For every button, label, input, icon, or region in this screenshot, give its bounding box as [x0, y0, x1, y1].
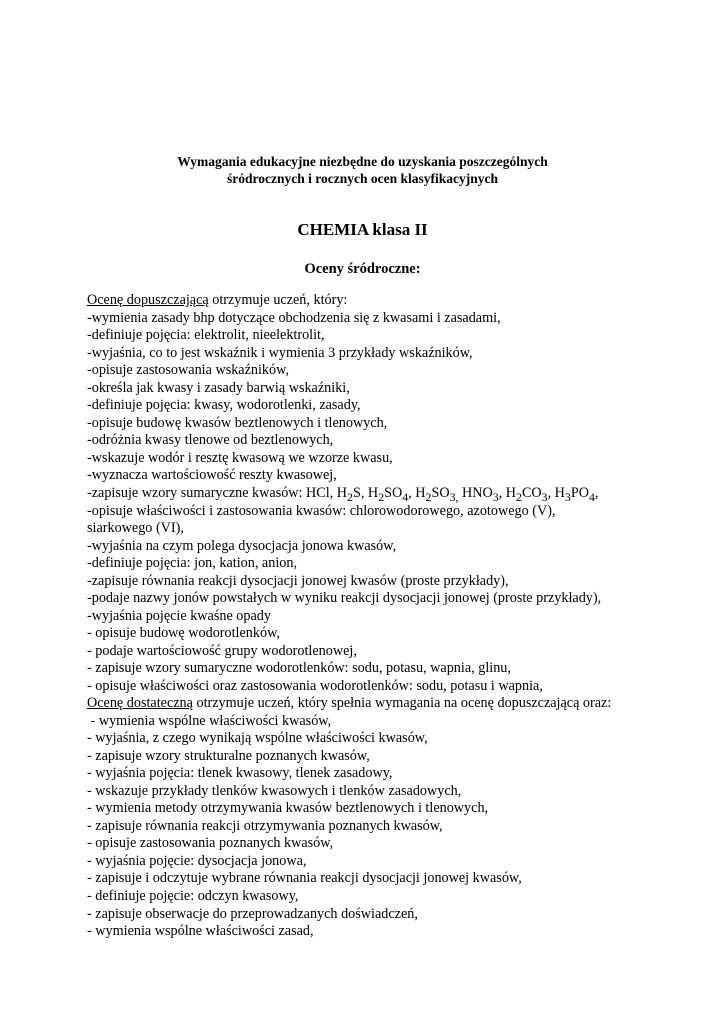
header-line-1: Wymagania edukacyjne niezbędne do uzyskania poszczególnych	[177, 154, 548, 169]
formula-text: S, H	[352, 485, 379, 502]
formula-subscript: 2	[425, 489, 432, 504]
requirement-item: -definiuje pojęcia: jon, kation, anion,	[87, 555, 297, 572]
requirement-item: -definiuje pojęcia: kwasy, wodorotlenki, zasady,	[87, 397, 361, 414]
requirement-item: -opisuje zastosowania wskaźników,	[87, 362, 289, 379]
grade-section-dopuszczajaca	[87, 292, 647, 696]
requirement-item: -zapisuje równania reakcji dysocjacji jonowej kwasów (proste przykłady),	[87, 572, 509, 589]
requirement-item: - wymienia metody otrzymywania kwasów beztlenowych i tlenowych,	[87, 800, 489, 817]
formula-text: , H	[547, 485, 565, 502]
requirement-item: -podaje nazwy jonów powstałych w wyniku reakcji dysocjacji jonowej (proste przykłady),	[87, 590, 602, 607]
formula-subscript: 4	[402, 489, 409, 504]
requirement-item: - wskazuje przykłady tlenków kwasowych i tlenków zasadowych,	[87, 782, 462, 799]
formula-subscript: 3	[492, 489, 499, 504]
document-header	[0, 153, 725, 187]
requirement-item: -opisuje właściwości i zastosowania kwasów: chlorowodorowego, azotowego (V),	[87, 502, 556, 519]
requirement-item: - zapisuje wzory strukturalne poznanych kwasów,	[87, 747, 370, 764]
formula-text: PO	[570, 485, 589, 502]
requirement-item: -wymienia zasady bhp dotyczące obchodzenia się z kwasami i zasadami,	[87, 309, 501, 326]
formula-subscript: 4	[588, 489, 595, 504]
requirement-item-formulas	[87, 485, 647, 503]
document-title: CHEMIA klasa II	[297, 220, 428, 239]
formula-text: SO	[431, 485, 450, 502]
grade-intro	[87, 292, 647, 310]
formula-text: ,	[594, 485, 599, 502]
formula-text: -zapisuje wzory sumaryczne kwasów: HCl, H	[87, 485, 348, 502]
requirement-item: siarkowego (VI),	[87, 520, 184, 537]
requirement-item: - wymienia wspólne właściwości zasad,	[87, 923, 314, 940]
formula-subscript: 3	[564, 489, 571, 504]
header-line-2: śródrocznych i rocznych ocen klasyfikacyjnych	[227, 171, 498, 186]
requirement-item: - opisuje budowę wodorotlenków,	[87, 625, 280, 642]
requirement-item: - definiuje pojęcie: odczyn kwasowy,	[87, 888, 299, 905]
grade-name: Ocenę dopuszczającą	[87, 292, 209, 308]
formula-subscript: 3,	[449, 489, 459, 504]
requirement-item: - zapisuje obserwacje do przeprowadzanych doświadczeń,	[87, 905, 418, 922]
requirement-item: -określa jak kwasy i zasady barwią wskaźniki,	[87, 379, 350, 396]
requirement-item: - zapisuje wzory sumaryczne wodorotlenków: sodu, potasu, wapnia, glinu,	[87, 660, 511, 677]
section-subtitle: Oceny śródroczne:	[304, 261, 421, 277]
grade-intro-text: otrzymuje uczeń, który spełnia wymagania na ocenę dopuszczającą oraz:	[192, 695, 612, 711]
grade-intro	[87, 695, 647, 713]
requirement-item: -definiuje pojęcia: elektrolit, nieelektrolit,	[87, 327, 325, 344]
grade-intro-text: otrzymuje uczeń, który:	[208, 292, 348, 308]
formula-subscript: 3	[541, 489, 548, 504]
formula-text: CO	[521, 485, 542, 502]
grade-section-dostateczna	[87, 695, 647, 941]
requirement-item: - opisuje właściwości oraz zastosowania wodorotlenków: sodu, potasu i wapnia,	[87, 678, 543, 695]
requirement-item: - wyjaśnia pojęcia: tlenek kwasowy, tlenek zasadowy,	[87, 765, 393, 782]
formula-subscript: 2	[347, 489, 353, 504]
formula-text: , H	[498, 485, 517, 502]
requirement-item: - zapisuje równania reakcji otrzymywania poznanych kwasów,	[87, 817, 443, 834]
requirement-item: -wskazuje wodór i resztę kwasową we wzorze kwasu,	[87, 449, 393, 466]
formula-text: HNO	[458, 485, 493, 502]
formula-text: SO	[384, 485, 403, 502]
requirement-item: - opisuje zastosowania poznanych kwasów,	[87, 835, 334, 852]
requirement-item: -wyjaśnia, co to jest wskaźnik i wymienia 3 przykłady wskaźników,	[87, 344, 473, 361]
requirement-item: -odróżnia kwasy tlenowe od beztlenowych,	[87, 432, 334, 449]
requirement-item: -wyjaśnia na czym polega dysocjacja jonowa kwasów,	[87, 537, 397, 554]
requirement-item: - zapisuje i odczytuje wybrane równania reakcji dysocjacji jonowej kwasów,	[87, 870, 522, 887]
formula-subscript: 2	[516, 489, 522, 504]
requirement-item: -wyjaśnia pojęcie kwaśne opady	[87, 607, 271, 624]
grade-name: Ocenę dostateczną	[87, 695, 193, 711]
requirement-item: - wyjaśnia, z czego wynikają wspólne właściwości kwasów,	[87, 730, 428, 747]
requirement-item: - wymienia wspólne właściwości kwasów,	[87, 712, 332, 729]
requirement-item: -opisuje budowę kwasów beztlenowych i tlenowych,	[87, 414, 388, 431]
requirement-item: - wyjaśnia pojęcie: dysocjacja jonowa,	[87, 852, 307, 869]
formula-subscript: 2	[378, 489, 385, 504]
requirement-item: - podaje wartościowość grupy wodorotlenowej,	[87, 642, 357, 659]
requirement-item: -wyznacza wartościowość reszty kwasowej,	[87, 467, 337, 484]
formula-text: , H	[408, 485, 426, 502]
